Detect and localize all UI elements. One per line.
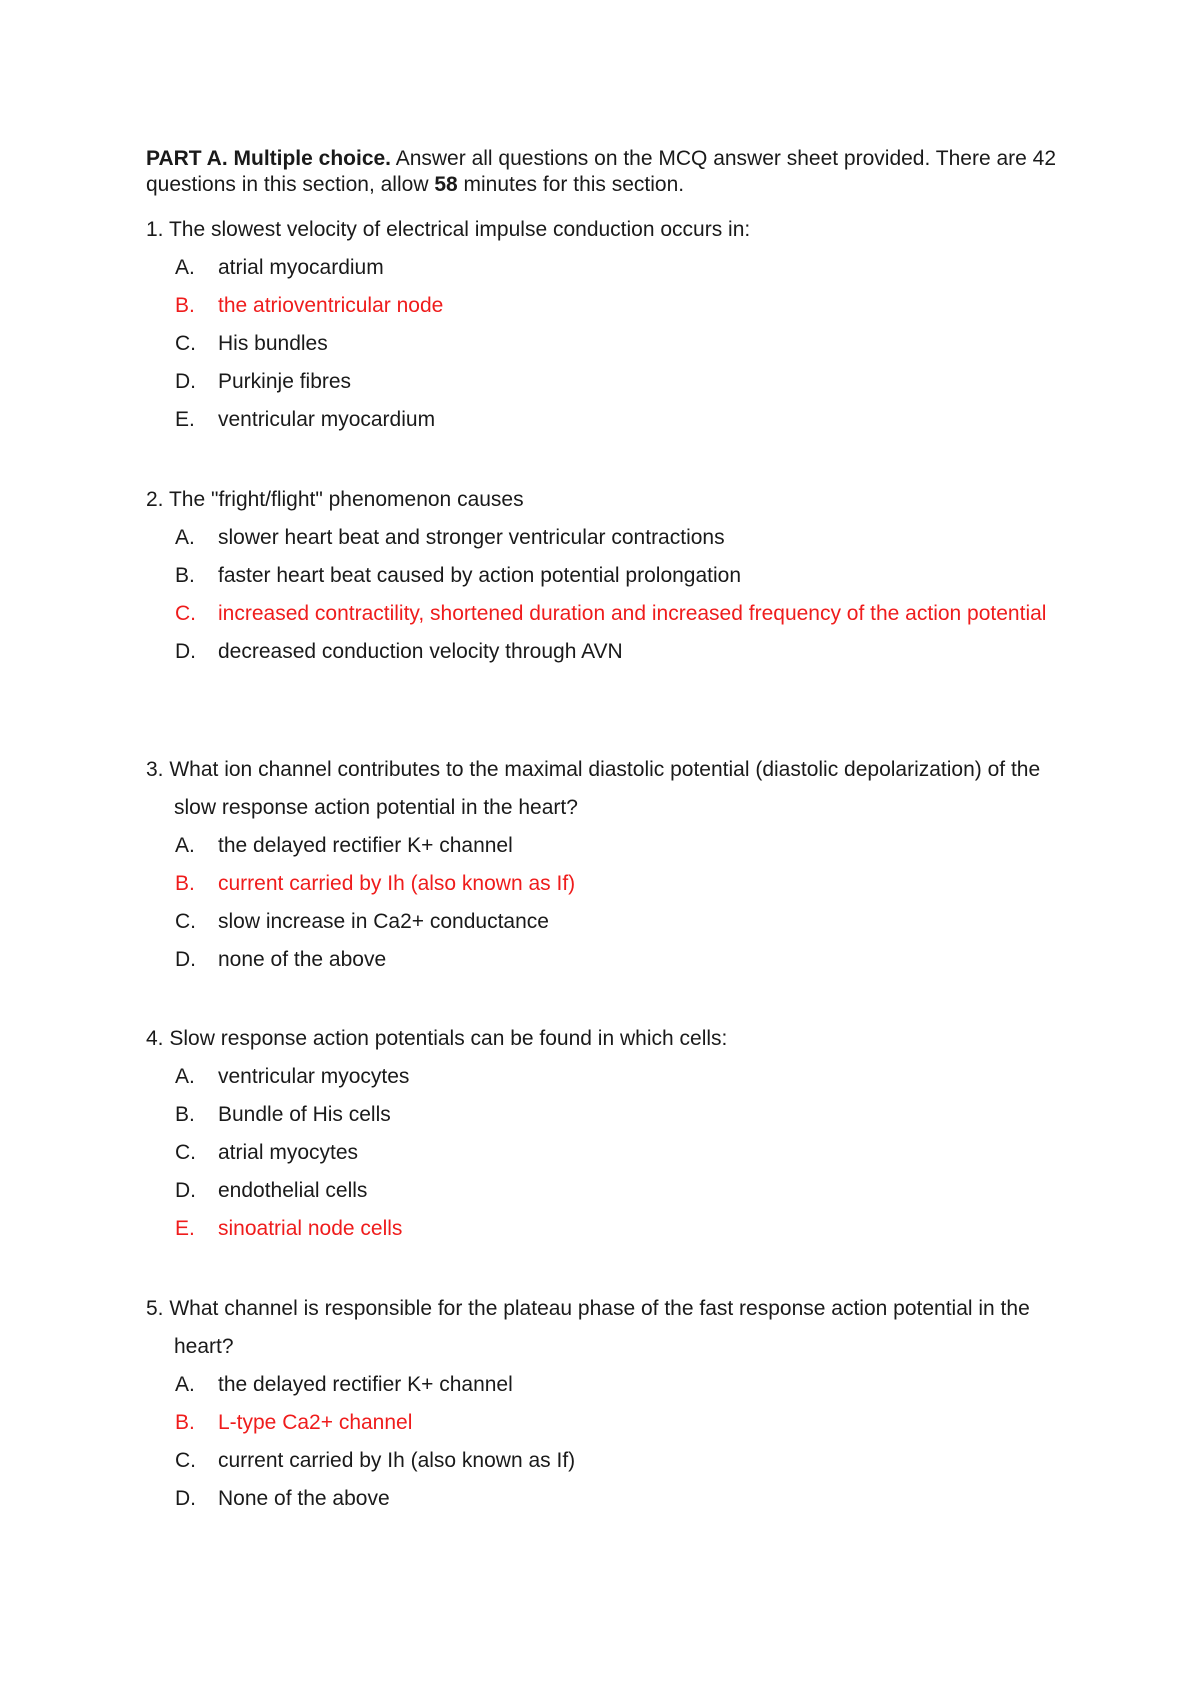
question-4 [146, 1020, 1086, 1248]
option-d [146, 1480, 1086, 1518]
option-letter: C. [175, 1449, 196, 1472]
intro-text-before: Answer all questions on the MCQ answer sheet provided. There are 42 questions in this section, allow [146, 147, 1057, 196]
option-text: slower heart beat and stronger ventricular contractions [218, 526, 725, 549]
option-letter: B. [175, 1103, 195, 1126]
option-text: increased contractility, shortened duration and increased frequency of the action potential [218, 602, 1047, 625]
option-letter: B. [175, 1411, 195, 1434]
question-text: The slowest velocity of electrical impulse conduction occurs in: [168, 218, 751, 241]
option-text: slow increase in Ca2+ conductance [218, 910, 549, 933]
option-letter: C. [175, 602, 196, 625]
option-e-correct [146, 1210, 1086, 1248]
option-letter: A. [175, 526, 195, 549]
option-letter: E. [175, 408, 195, 431]
intro-text-after: minutes for this section. [457, 173, 685, 196]
option-a [146, 1366, 1086, 1404]
option-text: None of the above [218, 1487, 390, 1510]
option-letter: C. [175, 1141, 196, 1164]
question-stem [146, 751, 1086, 827]
option-text: the delayed rectifier K+ channel [218, 1373, 513, 1396]
question-stem [146, 211, 1086, 249]
option-d [146, 363, 1086, 401]
intro-minutes: 58 [434, 173, 458, 196]
option-c-correct [146, 595, 1086, 633]
option-a [146, 249, 1086, 287]
option-text: ventricular myocardium [218, 408, 436, 431]
option-c [146, 903, 1086, 941]
option-letter: D. [175, 1179, 196, 1202]
option-letter: A. [175, 1373, 195, 1396]
option-b-correct [146, 287, 1086, 325]
question-number: 4. [146, 1027, 164, 1050]
option-letter: B. [175, 294, 195, 317]
question-number: 2. [146, 488, 164, 511]
section-intro [146, 146, 1076, 198]
question-3 [146, 751, 1086, 979]
option-c [146, 1134, 1086, 1172]
option-letter: D. [175, 948, 196, 971]
question-text: What ion channel contributes to the maximal diastolic potential (diastolic depolarization) of the slow response action potential in the heart? [169, 758, 1041, 819]
option-a [146, 827, 1086, 865]
option-text: Purkinje fibres [218, 370, 352, 393]
option-text: His bundles [218, 332, 328, 355]
question-number: 3. [146, 758, 164, 781]
question-text: What channel is responsible for the plateau phase of the fast response action potential in the heart? [169, 1297, 1030, 1358]
option-text: the delayed rectifier K+ channel [218, 834, 513, 857]
option-d [146, 633, 1086, 671]
option-text: ventricular myocytes [218, 1065, 410, 1088]
option-letter: D. [175, 1487, 196, 1510]
option-a [146, 1058, 1086, 1096]
option-letter: D. [175, 370, 196, 393]
option-text: decreased conduction velocity through AVN [218, 640, 623, 663]
option-text: the atrioventricular node [218, 294, 444, 317]
question-number: 5. [146, 1297, 164, 1320]
option-letter: A. [175, 256, 195, 279]
option-text: sinoatrial node cells [218, 1217, 403, 1240]
option-text: faster heart beat caused by action potential prolongation [218, 564, 742, 587]
question-1 [146, 211, 1086, 439]
question-stem [146, 1020, 1086, 1058]
part-label: PART A. Multiple choice. [146, 147, 392, 170]
option-b [146, 557, 1086, 595]
question-text: The "fright/flight" phenomenon causes [168, 488, 524, 511]
option-letter: A. [175, 834, 195, 857]
option-text: current carried by Ih (also known as If) [218, 1449, 576, 1472]
question-number: 1. [146, 218, 164, 241]
question-text: Slow response action potentials can be found in which cells: [169, 1027, 728, 1050]
option-letter: B. [175, 872, 195, 895]
option-letter: C. [175, 910, 196, 933]
option-letter: B. [175, 564, 195, 587]
question-stem [146, 1290, 1086, 1366]
question-2 [146, 481, 1086, 671]
option-letter: C. [175, 332, 196, 355]
option-text: atrial myocytes [218, 1141, 359, 1164]
option-b-correct [146, 865, 1086, 903]
option-d [146, 941, 1086, 979]
option-b-correct [146, 1404, 1086, 1442]
option-text: L-type Ca2+ channel [218, 1411, 413, 1434]
option-d [146, 1172, 1086, 1210]
option-text: current carried by Ih (also known as If) [218, 872, 576, 895]
option-letter: A. [175, 1065, 195, 1088]
question-5 [146, 1290, 1086, 1518]
option-letter: D. [175, 640, 196, 663]
option-text: atrial myocardium [218, 256, 384, 279]
option-letter: E. [175, 1217, 195, 1240]
option-b [146, 1096, 1086, 1134]
option-text: endothelial cells [218, 1179, 368, 1202]
option-text: none of the above [218, 948, 387, 971]
option-text: Bundle of His cells [218, 1103, 391, 1126]
option-c [146, 325, 1086, 363]
question-stem [146, 481, 1086, 519]
option-e [146, 401, 1086, 439]
option-c [146, 1442, 1086, 1480]
option-a [146, 519, 1086, 557]
